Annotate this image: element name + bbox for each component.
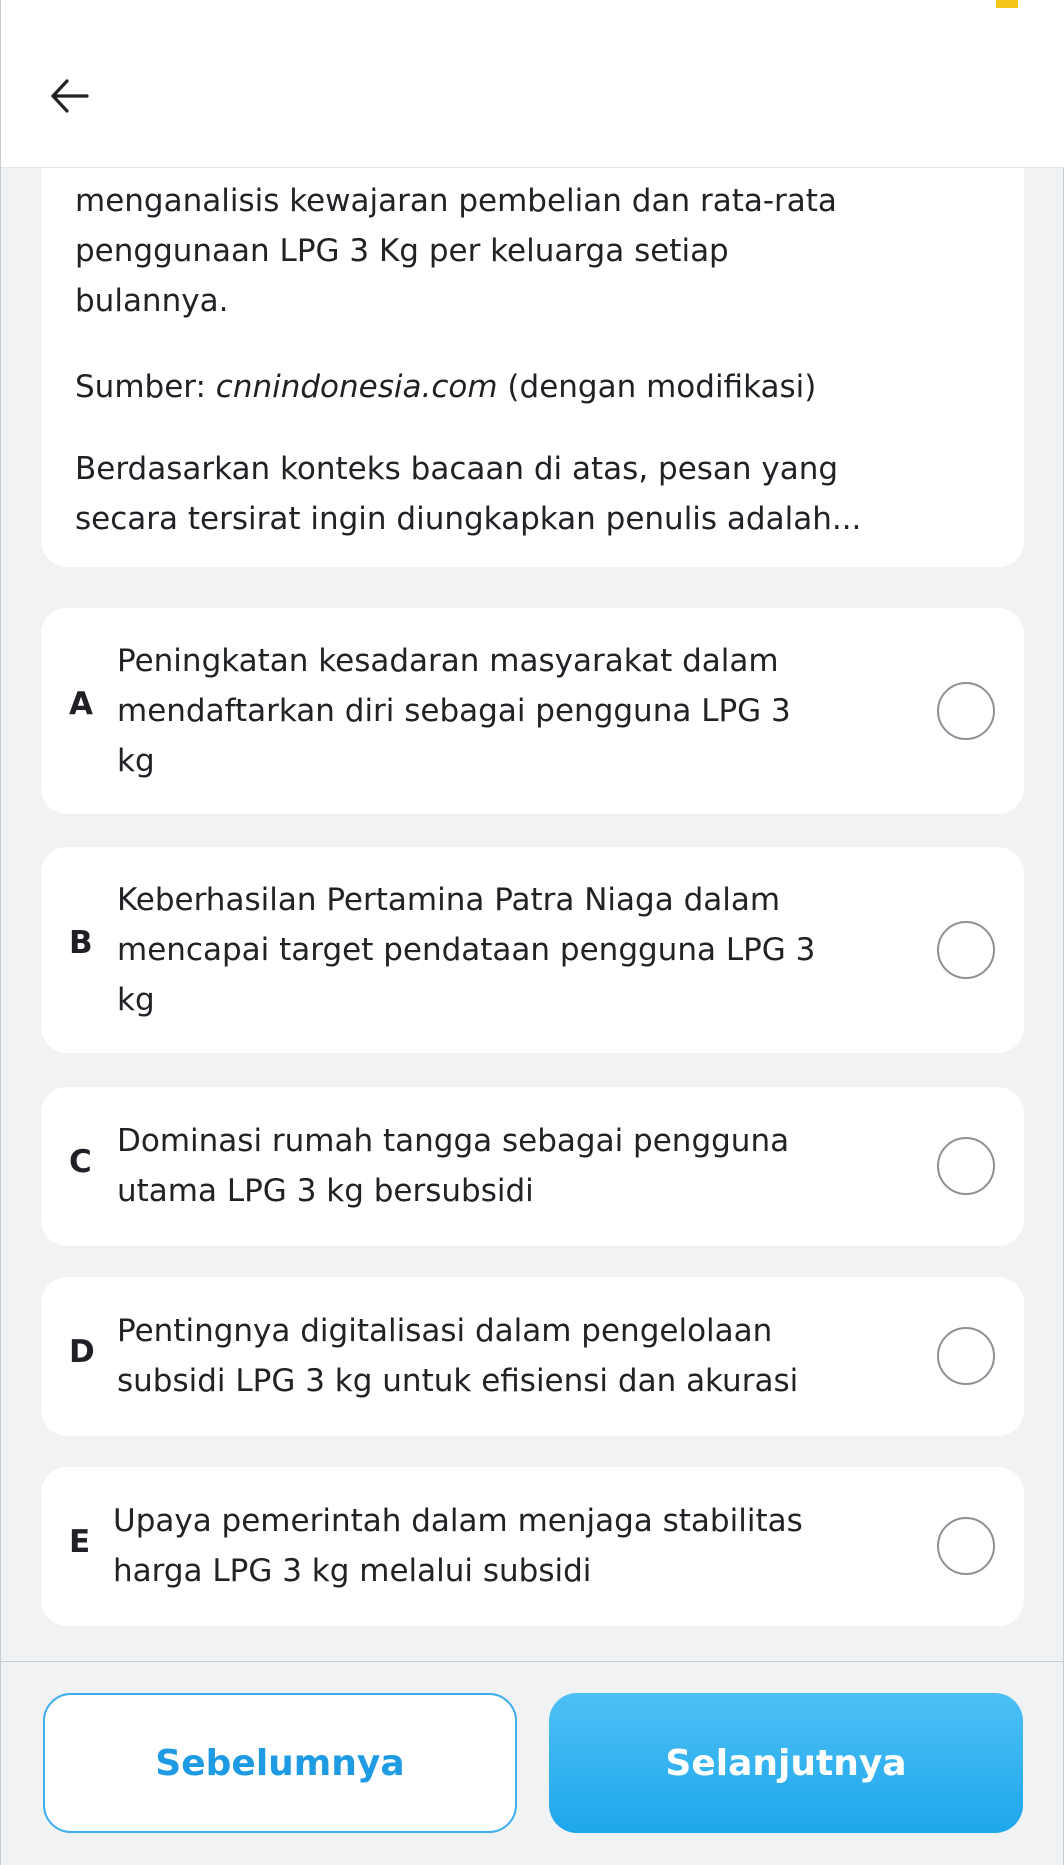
passage-line: penggunaan LPG 3 Kg per keluarga setiap xyxy=(75,233,729,269)
passage-line: menganalisis kewajaran pembelian dan rata-rata xyxy=(75,183,837,219)
passage-line: bulannya. xyxy=(75,283,229,319)
next-button[interactable]: Selanjutnya xyxy=(549,1693,1023,1833)
option-letter: C xyxy=(69,1144,92,1180)
radio-button-b[interactable] xyxy=(937,921,995,979)
option-line: harga LPG 3 kg melalui subsidi xyxy=(113,1553,592,1589)
option-line: mendaftarkan diri sebagai pengguna LPG 3 xyxy=(117,693,791,729)
option-line: Peningkatan kesadaran masyarakat dalam xyxy=(117,643,779,679)
radio-button-c[interactable] xyxy=(937,1137,995,1195)
status-indicator xyxy=(996,0,1018,8)
answer-option-d[interactable] xyxy=(41,1277,1024,1436)
source-citation xyxy=(75,362,816,412)
option-text xyxy=(113,1496,923,1596)
option-line: Pentingnya digitalisasi dalam pengelolaan xyxy=(117,1313,773,1349)
answer-option-c[interactable] xyxy=(41,1087,1024,1246)
option-letter: B xyxy=(69,925,93,961)
radio-button-d[interactable] xyxy=(937,1327,995,1385)
option-text xyxy=(117,636,927,786)
question-line: Berdasarkan konteks bacaan di atas, pesan yang xyxy=(75,451,839,487)
option-text xyxy=(117,1116,927,1216)
option-line: mencapai target pendataan pengguna LPG 3 xyxy=(117,932,816,968)
back-button[interactable] xyxy=(43,70,95,122)
option-text xyxy=(117,875,927,1025)
footer-divider xyxy=(1,1661,1064,1662)
option-line: Upaya pemerintah dalam menjaga stabilitas xyxy=(113,1503,803,1539)
previous-button[interactable]: Sebelumnya xyxy=(43,1693,517,1833)
arrow-left-icon xyxy=(43,70,95,122)
top-app-bar xyxy=(1,0,1064,168)
option-line: kg xyxy=(117,743,155,779)
question-prompt xyxy=(75,444,975,544)
answer-option-e[interactable] xyxy=(41,1467,1024,1626)
option-line: utama LPG 3 kg bersubsidi xyxy=(117,1173,534,1209)
option-line: kg xyxy=(117,982,155,1018)
question-line: secara tersirat ingin diungkapkan penulis adalah... xyxy=(75,501,862,537)
radio-button-e[interactable] xyxy=(937,1517,995,1575)
radio-button-a[interactable] xyxy=(937,682,995,740)
question-scroll-area[interactable] xyxy=(1,0,1064,1660)
option-text xyxy=(117,1306,927,1406)
source-site: cnnindonesia.com xyxy=(215,369,498,405)
option-letter: A xyxy=(69,686,93,722)
answer-option-a[interactable] xyxy=(41,608,1024,814)
source-note: (dengan modifikasi) xyxy=(497,369,817,405)
option-line: subsidi LPG 3 kg untuk efisiensi dan akurasi xyxy=(117,1363,799,1399)
option-letter: D xyxy=(69,1334,95,1370)
option-letter: E xyxy=(69,1524,91,1560)
answer-option-b[interactable] xyxy=(41,847,1024,1053)
option-line: Keberhasilan Pertamina Patra Niaga dalam xyxy=(117,882,781,918)
passage-text xyxy=(75,176,975,326)
option-line: Dominasi rumah tangga sebagai pengguna xyxy=(117,1123,790,1159)
source-label: Sumber: xyxy=(75,369,216,405)
